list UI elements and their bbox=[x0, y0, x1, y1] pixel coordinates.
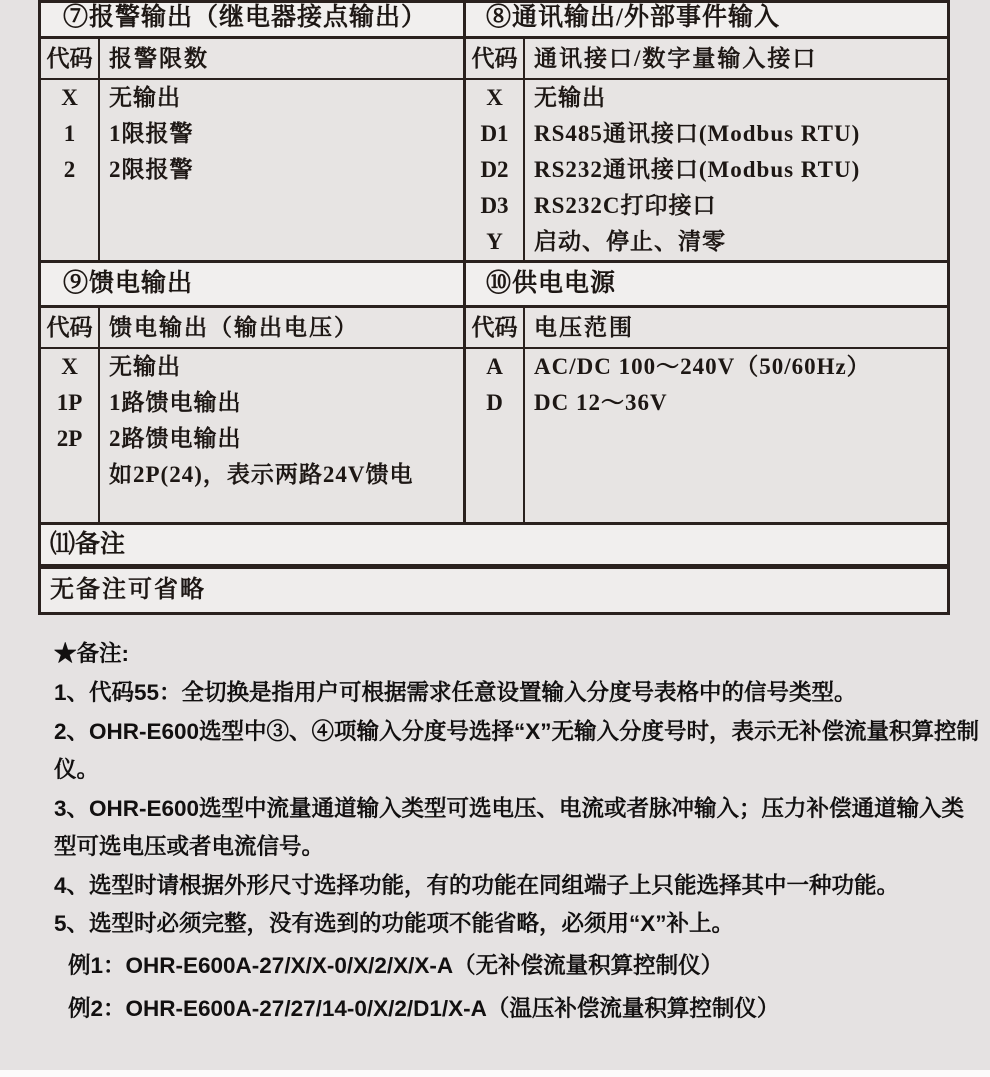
column-header-code: 代码 bbox=[41, 308, 100, 347]
table-header bbox=[466, 308, 947, 349]
section-title-comm-output: ⑧通讯输出/外部事件输入 bbox=[466, 3, 947, 39]
code-value: D bbox=[486, 390, 503, 415]
code-value: X bbox=[486, 85, 503, 110]
table-body bbox=[41, 80, 463, 260]
selection-tables bbox=[38, 0, 950, 615]
code-value: D1 bbox=[480, 121, 509, 146]
code-value: 1 bbox=[63, 121, 76, 146]
code-column bbox=[466, 349, 525, 522]
code-value: 2P bbox=[56, 426, 83, 451]
section-power-supply bbox=[463, 260, 950, 525]
code-value: 2 bbox=[63, 157, 76, 182]
footnote-item: 4、选型时请根据外形尺寸选择功能，有的功能在同组端子上只能选择其中一种功能。 bbox=[54, 872, 900, 898]
code-value: A bbox=[486, 354, 503, 379]
section-title-remark: ⑾备注 bbox=[41, 525, 947, 569]
desc-column bbox=[100, 349, 463, 522]
desc-value: 如2P(24)，表示两路24V馈电 bbox=[109, 462, 414, 487]
code-column bbox=[41, 80, 100, 260]
column-header-desc: 报警限数 bbox=[109, 46, 209, 71]
desc-value: 启动、停止、清零 bbox=[534, 229, 726, 254]
desc-value: RS232通讯接口(Modbus RTU) bbox=[534, 157, 861, 182]
table-body bbox=[466, 349, 947, 522]
bottom-strip bbox=[0, 1070, 990, 1077]
desc-column bbox=[100, 80, 463, 260]
code-column bbox=[466, 80, 525, 260]
desc-value: RS485通讯接口(Modbus RTU) bbox=[534, 121, 861, 146]
column-header-desc: 电压范围 bbox=[534, 315, 634, 340]
code-value: D2 bbox=[480, 157, 509, 182]
table-header bbox=[41, 308, 463, 349]
desc-value: 无输出 bbox=[109, 85, 181, 110]
column-header-desc: 通讯接口/数字量输入接口 bbox=[534, 46, 818, 71]
table-body bbox=[466, 80, 947, 260]
footnote-item: 3、OHR-E600选型中流量通道输入类型可选电压、电流或者脉冲输入；压力补偿通道输入类型可选电压或者电流信号。 bbox=[54, 795, 965, 859]
code-column bbox=[41, 349, 100, 522]
section-comm-output bbox=[463, 0, 950, 263]
desc-value: 无输出 bbox=[534, 85, 606, 110]
code-value: 1P bbox=[56, 390, 83, 415]
ordering-example: 例1：OHR-E600A-27/X/X-0/X/2/X/X-A（无补偿流量积算控制仪） bbox=[68, 952, 724, 978]
code-value: X bbox=[61, 85, 78, 110]
remark-body: 无备注可省略 bbox=[50, 577, 206, 603]
column-header-code: 代码 bbox=[41, 39, 100, 78]
code-value: X bbox=[61, 354, 78, 379]
footnote-item: 1、代码55：全切换是指用户可根据需求任意设置输入分度号表格中的信号类型。 bbox=[54, 680, 857, 705]
footnotes-header: ★备注: bbox=[54, 641, 129, 666]
section-row-7-8 bbox=[38, 0, 950, 263]
section-alarm-output bbox=[38, 0, 466, 263]
desc-value: 无输出 bbox=[109, 354, 181, 379]
section-title-feed-output: ⑨馈电输出 bbox=[41, 263, 463, 308]
desc-value: 2限报警 bbox=[109, 157, 194, 182]
desc-value: 2路馈电输出 bbox=[109, 426, 242, 451]
desc-column bbox=[525, 349, 947, 522]
table-body bbox=[41, 349, 463, 522]
desc-value: DC 12～36V bbox=[534, 390, 668, 415]
code-value: Y bbox=[486, 229, 503, 254]
footnotes bbox=[0, 616, 990, 1030]
desc-column bbox=[525, 80, 947, 260]
section-remark bbox=[38, 522, 950, 615]
column-header-code: 代码 bbox=[466, 308, 525, 347]
section-title-alarm-output: ⑦报警输出（继电器接点输出） bbox=[41, 3, 463, 39]
desc-value: RS232C打印接口 bbox=[534, 193, 717, 218]
table-header bbox=[41, 39, 463, 80]
footnote-item: 2、OHR-E600选型中③、④项输入分度号选择“X”无输入分度号时，表示无补偿流量积算控制仪。 bbox=[54, 718, 980, 782]
desc-value: 1路馈电输出 bbox=[109, 390, 242, 415]
section-title-power-supply: ⑩供电电源 bbox=[466, 263, 947, 308]
code-value bbox=[41, 457, 98, 493]
code-value: D3 bbox=[480, 193, 509, 218]
section-feed-output bbox=[38, 260, 466, 525]
footnote-item: 5、选型时必须完整，没有选到的功能项不能省略，必须用“X”补上。 bbox=[54, 911, 735, 936]
desc-value: AC/DC 100～240V（50/60Hz） bbox=[534, 354, 871, 379]
desc-value: 1限报警 bbox=[109, 121, 194, 146]
ordering-example: 例2：OHR-E600A-27/27/14-0/X/2/D1/X-A（温压补偿流量积算控制仪） bbox=[68, 995, 780, 1021]
column-header-desc: 馈电输出（输出电压） bbox=[109, 315, 359, 340]
section-row-9-10 bbox=[38, 260, 950, 525]
column-header-code: 代码 bbox=[466, 39, 525, 78]
table-header bbox=[466, 39, 947, 80]
